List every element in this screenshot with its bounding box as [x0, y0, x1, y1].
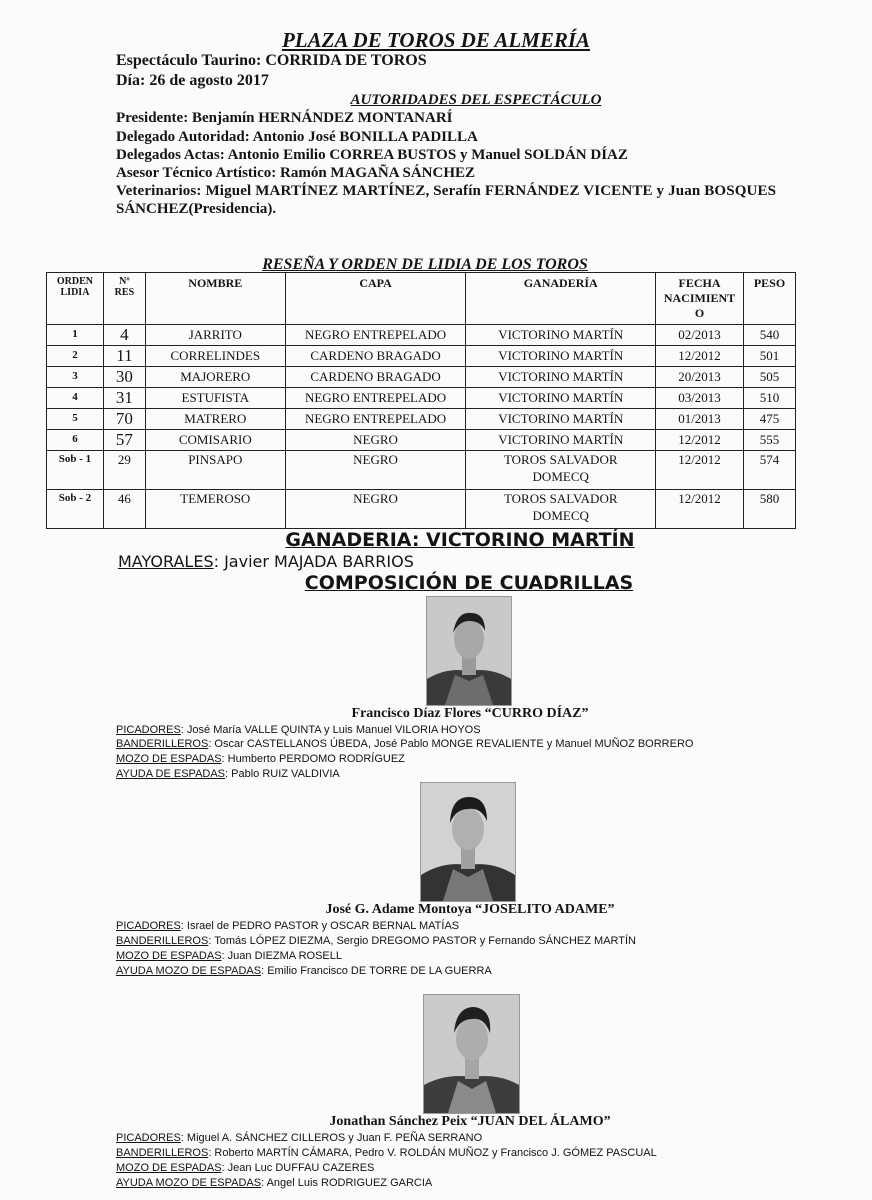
- autoridades-title: AUTORIDADES DEL ESPECTÁCULO: [350, 92, 602, 108]
- crew-label: PICADORES: [116, 1132, 181, 1144]
- header-text: CAPA: [359, 276, 392, 290]
- page-title: PLAZA DE TOROS DE ALMERÍA: [281, 28, 591, 52]
- header-text: ORDEN: [56, 276, 94, 287]
- cell-text: DOMECQ: [532, 469, 589, 484]
- bulls-table: [46, 272, 796, 529]
- cell-peso: 580: [743, 490, 795, 529]
- autoridad-line: Delegados Actas: Antonio Emilio CORREA BUSTOS y Manuel SOLDÁN DÍAZ: [116, 147, 628, 163]
- cell-nombre: JARRITO: [145, 325, 285, 346]
- crew-text: : Emilio Francisco DE TORRE DE LA GUERRA: [261, 965, 492, 977]
- crew-text: : Jean Luc DUFFAU CAZERES: [221, 1162, 375, 1174]
- cell-fecha: 02/2013: [656, 325, 744, 346]
- crew-text: : Israel de PEDRO PASTOR y OSCAR BERNAL MATÍAS: [180, 920, 460, 932]
- cell-orden: 5: [47, 409, 104, 430]
- matador-photo: [423, 994, 520, 1114]
- crew-label: AYUDA MOZO DE ESPADAS: [116, 965, 262, 977]
- crew-line: [116, 724, 481, 736]
- fecha-line: Día: 26 de agosto 2017: [116, 72, 269, 89]
- crew-line: [116, 1132, 482, 1144]
- cell-text: DOMECQ: [532, 508, 589, 523]
- header-ganaderia: [466, 273, 656, 325]
- portrait-image: [427, 597, 511, 705]
- header-orden: [47, 273, 104, 325]
- cell-peso: 540: [743, 325, 795, 346]
- cell-ganaderia: [466, 451, 656, 490]
- cell-ganaderia: [466, 346, 656, 367]
- cell-text: VICTORINO MARTÍN: [498, 327, 624, 342]
- cell-nombre: CORRELINDES: [145, 346, 285, 367]
- header-peso: [743, 273, 795, 325]
- cell-orden: Sob - 2: [47, 490, 104, 529]
- cell-res: 70: [103, 409, 145, 430]
- cell-orden: 4: [47, 388, 104, 409]
- crew-line: [116, 1162, 374, 1174]
- cell-capa: NEGRO ENTREPELADO: [285, 325, 466, 346]
- crew-text: : José María VALLE QUINTA y Luis Manuel VILORIA HOYOS: [180, 724, 481, 736]
- cell-capa: NEGRO ENTREPELADO: [285, 409, 466, 430]
- crew-label: PICADORES: [116, 920, 181, 932]
- cell-res: 57: [103, 430, 145, 451]
- cell-nombre: COMISARIO: [145, 430, 285, 451]
- cell-orden: 1: [47, 325, 104, 346]
- cell-res: 30: [103, 367, 145, 388]
- matador-photo: [426, 596, 512, 706]
- crew-text: : Roberto MARTÍN CÁMARA, Pedro V. ROLDÁN MUÑOZ y Francisco J. GÓMEZ PASCUAL: [208, 1147, 657, 1159]
- header-text: NACIMIENT: [663, 291, 736, 305]
- espectaculo-line: Espectáculo Taurino: CORRIDA DE TOROS: [116, 52, 427, 69]
- cell-res: 4: [103, 325, 145, 346]
- composicion-heading: COMPOSICIÓN DE CUADRILLAS: [304, 572, 634, 594]
- mayorales-line: [118, 552, 414, 571]
- table-row: [47, 490, 796, 529]
- crew-label: BANDERILLEROS: [116, 738, 209, 750]
- crew-line: [116, 920, 459, 932]
- cell-ganaderia: [466, 325, 656, 346]
- crew-label: MOZO DE ESPADAS: [116, 753, 222, 765]
- cell-text: VICTORINO MARTÍN: [498, 369, 624, 384]
- cell-fecha: 01/2013: [656, 409, 744, 430]
- cell-fecha: 12/2012: [656, 451, 744, 490]
- autoridad-line: Veterinarios: Miguel MARTÍNEZ MARTÍNEZ, Serafín FERNÁNDEZ VICENTE y Juan BOSQUES: [116, 183, 777, 199]
- cell-ganaderia: [466, 409, 656, 430]
- header-nombre: [145, 273, 285, 325]
- crew-text: : Oscar CASTELLANOS ÚBEDA, José Pablo MONGE REVALIENTE y Manuel MUÑOZ BORRERO: [208, 738, 694, 750]
- cell-peso: 510: [743, 388, 795, 409]
- crew-label: BANDERILLEROS: [116, 1147, 209, 1159]
- autoridad-line: Presidente: Benjamín HERNÁNDEZ MONTANARÍ: [116, 110, 453, 126]
- crew-line: [116, 1177, 432, 1189]
- crew-text: : Juan DIEZMA ROSELL: [221, 950, 342, 962]
- resena-title: RESEÑA Y ORDEN DE LIDIA DE LOS TOROS: [262, 256, 588, 273]
- header-text: FECHA: [678, 276, 721, 290]
- mayorales-label: MAYORALES: [118, 552, 214, 571]
- matador-photo: [420, 782, 516, 902]
- cell-capa: NEGRO: [285, 490, 466, 529]
- cell-orden: 6: [47, 430, 104, 451]
- crew-text: : Humberto PERDOMO RODRÍGUEZ: [221, 753, 405, 765]
- crew-line: [116, 738, 693, 750]
- cell-peso: 475: [743, 409, 795, 430]
- cell-nombre: ESTUFISTA: [145, 388, 285, 409]
- cell-capa: NEGRO: [285, 430, 466, 451]
- cell-peso: 574: [743, 451, 795, 490]
- table-row: [47, 388, 796, 409]
- cell-orden: Sob - 1: [47, 451, 104, 490]
- crew-label: PICADORES: [116, 724, 181, 736]
- crew-line: [116, 1147, 657, 1159]
- matador-name: Francisco Díaz Flores “CURRO DÍAZ”: [351, 706, 589, 721]
- cell-capa: NEGRO: [285, 451, 466, 490]
- crew-line: [116, 950, 342, 962]
- header-text: GANADERÍA: [523, 276, 598, 290]
- table-row: [47, 346, 796, 367]
- cell-nombre: PINSAPO: [145, 451, 285, 490]
- cell-text: VICTORINO MARTÍN: [498, 411, 624, 426]
- header-text: Nº: [119, 276, 130, 287]
- header-text: PESO: [753, 276, 786, 290]
- autoridad-line: SÁNCHEZ(Presidencia).: [116, 201, 277, 217]
- cell-fecha: 12/2012: [656, 430, 744, 451]
- cell-text: VICTORINO MARTÍN: [498, 348, 624, 363]
- cell-res: 31: [103, 388, 145, 409]
- ganaderia-heading: GANADERIA: VICTORINO MARTÍN: [285, 529, 635, 551]
- table-row: [47, 409, 796, 430]
- cell-nombre: MAJORERO: [145, 367, 285, 388]
- cell-text: VICTORINO MARTÍN: [498, 390, 624, 405]
- cell-capa: NEGRO ENTREPELADO: [285, 388, 466, 409]
- header-text: RES: [114, 287, 135, 298]
- mayorales-value: : Javier MAJADA BARRIOS: [213, 552, 414, 571]
- cell-capa: CARDENO BRAGADO: [285, 367, 466, 388]
- cell-orden: 3: [47, 367, 104, 388]
- crew-label: AYUDA DE ESPADAS: [116, 768, 226, 780]
- table-row: [47, 325, 796, 346]
- matador-name: Jonathan Sánchez Peix “JUAN DEL ÁLAMO”: [329, 1114, 611, 1129]
- table-row: [47, 430, 796, 451]
- cell-fecha: 12/2012: [656, 490, 744, 529]
- cell-capa: CARDENO BRAGADO: [285, 346, 466, 367]
- cell-fecha: 12/2012: [656, 346, 744, 367]
- cell-text: VICTORINO MARTÍN: [498, 432, 624, 447]
- crew-text: : Pablo RUIZ VALDIVIA: [225, 768, 340, 780]
- crew-label: MOZO DE ESPADAS: [116, 950, 222, 962]
- header-fecha: [656, 273, 744, 325]
- cell-nombre: MATRERO: [145, 409, 285, 430]
- cell-ganaderia: [466, 490, 656, 529]
- header-nres: [103, 273, 145, 325]
- crew-line: [116, 965, 492, 977]
- crew-text: : Angel Luis RODRIGUEZ GARCIA: [261, 1177, 433, 1189]
- cell-ganaderia: [466, 367, 656, 388]
- autoridad-line: Asesor Técnico Artístico: Ramón MAGAÑA SÁNCHEZ: [116, 165, 476, 181]
- crew-line: [116, 753, 405, 765]
- portrait-image: [421, 783, 515, 901]
- autoridad-line: Delegado Autoridad: Antonio José BONILLA PADILLA: [116, 129, 478, 145]
- table-row: [47, 451, 796, 490]
- crew-text: : Miguel A. SÁNCHEZ CILLEROS y Juan F. PEÑA SERRANO: [180, 1132, 483, 1144]
- cell-fecha: 03/2013: [656, 388, 744, 409]
- cell-orden: 2: [47, 346, 104, 367]
- crew-line: [116, 935, 636, 947]
- crew-line: [116, 768, 340, 780]
- cell-peso: 555: [743, 430, 795, 451]
- cell-peso: 501: [743, 346, 795, 367]
- cell-res: 11: [103, 346, 145, 367]
- portrait-image: [424, 995, 519, 1113]
- crew-text: : Tomás LÓPEZ DIEZMA, Sergio DREGOMO PASTOR y Fernando SÁNCHEZ MARTÍN: [208, 935, 636, 947]
- cell-text: TOROS SALVADOR: [503, 452, 618, 467]
- cell-ganaderia: [466, 388, 656, 409]
- crew-label: MOZO DE ESPADAS: [116, 1162, 222, 1174]
- cell-ganaderia: [466, 430, 656, 451]
- cell-fecha: 20/2013: [656, 367, 744, 388]
- crew-label: AYUDA MOZO DE ESPADAS: [116, 1177, 262, 1189]
- table-row: [47, 367, 796, 388]
- cell-text: TOROS SALVADOR: [503, 491, 618, 506]
- crew-label: BANDERILLEROS: [116, 935, 209, 947]
- header-text: O: [694, 306, 705, 320]
- cell-res: 29: [103, 451, 145, 490]
- cell-res: 46: [103, 490, 145, 529]
- cell-peso: 505: [743, 367, 795, 388]
- matador-name: José G. Adame Montoya “JOSELITO ADAME”: [325, 902, 615, 917]
- header-text: NOMBRE: [188, 276, 243, 290]
- header-capa: [285, 273, 466, 325]
- table-header-row: [47, 273, 796, 325]
- cell-nombre: TEMEROSO: [145, 490, 285, 529]
- header-text: LIDIA: [60, 287, 90, 298]
